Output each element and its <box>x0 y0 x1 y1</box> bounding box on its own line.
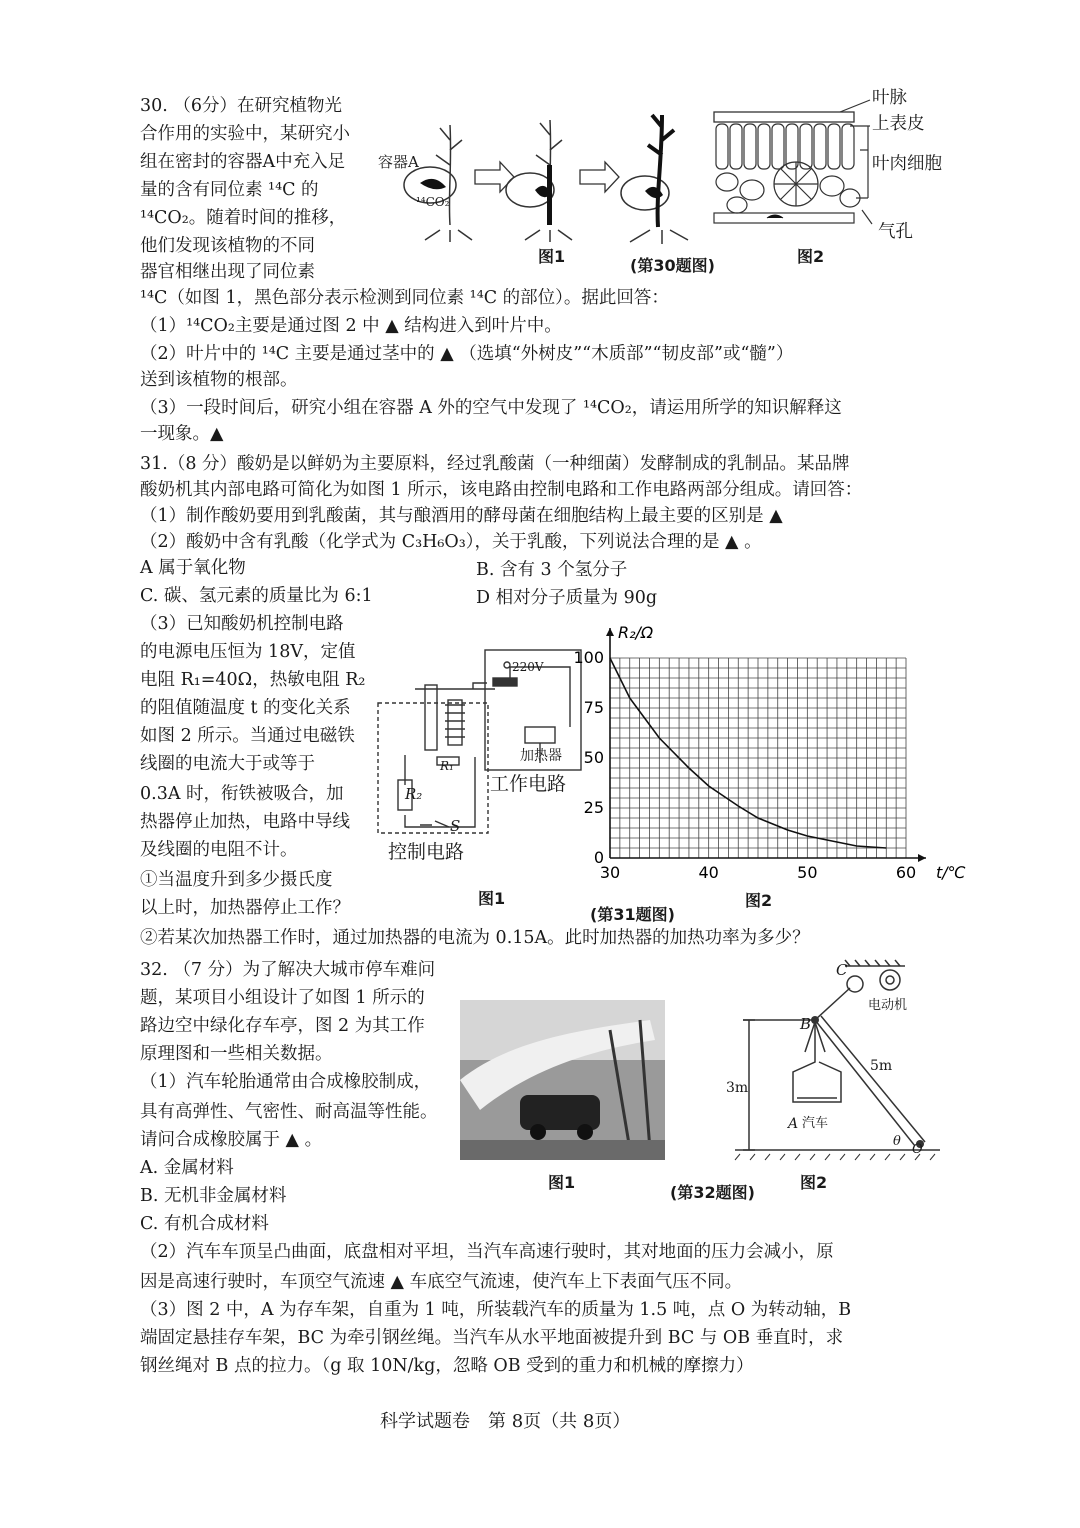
q31-sub3-q2: ②若某次加热器工作时，通过加热器的电流为 0.15A。此时加热器的加热功率为多少？ <box>140 928 810 948</box>
work-circuit-label: 工作电路 <box>490 773 567 795</box>
q30-caption: (第30题图) <box>630 256 715 275</box>
x-axis-arrow <box>918 854 926 862</box>
q31-line2: 酸奶机其内部电路可简化为如图 1 所示，该电路由控制电路和工作电路两部分组成。请回答： <box>140 480 863 500</box>
heater-label: 加热器 <box>520 748 562 764</box>
q30-line: 30. （6分）在研究植物光 <box>140 96 343 116</box>
q31-line1: 31.（8 分）酸奶是以鲜奶为主要原料，经过乳酸菌（一种细菌）发酵制成的乳制品。某品牌 <box>140 454 850 474</box>
x-tick-label: 40 <box>698 863 719 882</box>
q32-line: 32. （7 分）为了解决大城市停车难问 <box>140 960 436 980</box>
r2-label: R₂ <box>405 785 423 803</box>
q32-sub3c: 钢丝绳对 B 点的拉力。（g 取 10N/kg，忽略 OB 受到的重力和机械的摩擦力） <box>140 1356 754 1376</box>
arrow-2 <box>580 162 619 192</box>
q32-sub3b: 端固定悬挂存车架，BC 为牵引钢丝绳。当汽车从水平地面被提升到 BC 与 OB 垂直时，求 <box>140 1328 844 1348</box>
y-tick-label: 75 <box>583 698 604 717</box>
control-circuit-label: 控制电路 <box>388 841 465 863</box>
q32-sub2a: （2）汽车车顶呈凸曲面，底盘相对平坦，当汽车高速行驶时，其对地面的压力会减小，原 <box>140 1242 834 1262</box>
q31-fig1-label: 图1 <box>478 889 506 908</box>
q30-line: 他们发现该植物的不同 <box>140 236 315 256</box>
switch-label: S <box>450 817 461 835</box>
q32-line: 题，某项目小组设计了如图 1 所示的 <box>140 988 425 1008</box>
q31-sub3-line: 如图 2 所示。当通过电磁铁 <box>140 726 355 746</box>
q31-sub2: （2）酸奶中含有乳酸（化学式为 C₃H₆O₃），关于乳酸，下列说法合理的是 ▲ 。 <box>140 532 762 552</box>
q32-line: 具有高弹性、气密性、耐高温等性能。 <box>140 1102 438 1122</box>
y-tick-label: 100 <box>573 648 604 667</box>
x-tick-label: 60 <box>895 863 917 882</box>
q31-sub3-line: 线圈的电流大于或等于 <box>140 754 315 774</box>
plant-2-dark-stem <box>547 165 552 225</box>
height-label: 3m <box>726 1080 749 1096</box>
q31-option-c: C. 碳、氢元素的质量比为 6:1 <box>140 586 373 606</box>
q30-line: 量的含有同位素 ¹⁴C 的 <box>140 180 319 200</box>
y-axis-arrow <box>606 628 614 636</box>
stomata-label: 气孔 <box>878 222 913 242</box>
q31-option-d: D 相对分子质量为 90g <box>476 588 658 608</box>
container-a-label: 容器A <box>378 153 419 171</box>
q32-fig1-label: 图1 <box>548 1173 576 1192</box>
q30-fig1-label: 图1 <box>538 247 566 266</box>
q30-sub3: （3）一段时间后，研究小组在容器 A 外的空气中发现了 ¹⁴CO₂，请运用所学的知识解释这 <box>140 398 842 418</box>
plant-figure <box>400 105 710 245</box>
q32-option: C. 有机合成材料 <box>140 1214 269 1234</box>
theta-label: θ <box>893 1134 901 1149</box>
q30-fig2-label: 图2 <box>797 247 825 266</box>
q32-option: B. 无机非金属材料 <box>140 1186 287 1206</box>
x-axis-label: t/℃ <box>936 863 966 882</box>
x-tick-label: 50 <box>797 863 818 882</box>
page-footer: 科学试题卷 第 8页（共 8页） <box>380 1411 631 1432</box>
q30-sub2: （2）叶片中的 ¹⁴C 主要是通过茎中的 ▲ （选填“外树皮”“木质部”“韧皮部”或“髓”） <box>140 344 794 364</box>
plant-2 <box>506 120 572 242</box>
q30-sub1: （1）¹⁴CO₂主要是通过图 2 中 ▲ 结构进入到叶片中。 <box>140 316 562 336</box>
q32-caption: (第32题图) <box>670 1183 755 1202</box>
q31-sub3-line: 以上时，加热器停止工作？ <box>140 898 350 918</box>
q31-sub3-line: 热器停止加热，电路中导线 <box>140 812 350 832</box>
q32-option: A. 金属材料 <box>140 1158 234 1178</box>
q32-sub3a: （3）图 2 中，A 为存车架，自重为 1 吨，所装载汽车的质量为 1.5 吨，点 O 为转动轴，B <box>140 1300 852 1320</box>
q31-sub1: （1）制作酸奶要用到乳酸菌，其与酿酒用的酵母菌在细胞结构上最主要的区别是 ▲ <box>140 506 783 526</box>
y-tick-label: 25 <box>583 798 604 817</box>
r1-label: R₁ <box>440 759 454 773</box>
plant-3 <box>621 176 688 244</box>
q32-fig2-label: 图2 <box>800 1173 828 1192</box>
vein-label: 叶脉 <box>872 88 907 108</box>
x-tick-label: 30 <box>599 863 621 882</box>
q30-line: 组在密封的容器A中充入足 <box>140 152 346 172</box>
y-tick-label: 50 <box>583 748 604 767</box>
plant-3-dark <box>648 115 674 227</box>
q31-sub3-line: 及线圈的电阻不计。 <box>140 840 298 860</box>
q32-sub2b: 因是高速行驶时，车顶空气流速 ▲ 车底空气流速，使汽车上下表面气压不同。 <box>140 1272 743 1292</box>
car-label: 汽车 <box>802 1116 829 1131</box>
co2-label: ¹⁴CO₂ <box>416 195 450 209</box>
point-b-label: B <box>800 1015 812 1033</box>
q31-sub3-line: 0.3A 时，衔铁被吸合，加 <box>140 784 344 804</box>
r2-temperature-chart <box>570 600 966 890</box>
q32-line: 原理图和一些相关数据。 <box>140 1044 333 1064</box>
q31-sub3-line: （3）已知酸奶机控制电路 <box>140 614 344 634</box>
q30-sub2b: 送到该植物的根部。 <box>140 370 298 390</box>
voltage-label: 220V <box>512 660 544 674</box>
q31-sub3-line: 的电源电压恒为 18V，定值 <box>140 642 356 662</box>
q31-sub3-line: 的阻值随温度 t 的变化关系 <box>140 698 351 718</box>
q31-fig2-label: 图2 <box>745 891 773 910</box>
q31-caption: (第31题图) <box>590 905 675 924</box>
parking-photo <box>460 1000 665 1160</box>
length-label: 5m <box>870 1058 893 1074</box>
rack-a-label: A <box>788 1116 799 1132</box>
q31-option-b: B. 含有 3 个氢分子 <box>476 560 628 580</box>
point-c-label: C <box>836 961 848 979</box>
q30-line: ¹⁴CO₂。随着时间的推移， <box>140 208 347 228</box>
y-tick-label: 0 <box>593 848 604 867</box>
arrow-1 <box>475 162 514 192</box>
q32-line: （1）汽车轮胎通常由合成橡胶制成， <box>140 1072 432 1092</box>
q31-sub3-line: 电阻 R₁=40Ω，热敏电阻 R₂ <box>140 670 366 690</box>
motor-label: 电动机 <box>868 998 908 1013</box>
q31-sub3-line: ①当温度升到多少摄氏度 <box>140 870 333 890</box>
q31-option-a: A 属于氧化物 <box>140 558 246 578</box>
epidermis-label: 上表皮 <box>872 114 925 134</box>
q30-line: 合作用的实验中，某研究小 <box>140 124 350 144</box>
q32-line: 路边空中绿化存车亭，图 2 为其工作 <box>140 1016 425 1036</box>
mesophyll-label: 叶肉细胞 <box>872 154 942 174</box>
q30-sub3b: 一现象。▲ <box>140 424 224 444</box>
q30-line8: ¹⁴C（如图 1，黑色部分表示检测到同位素 ¹⁴C 的部位）。据此回答： <box>140 288 669 308</box>
pivot-o-label: O <box>912 1142 923 1157</box>
q30-line: 器官相继出现了同位素 <box>140 262 315 282</box>
q32-line: 请问合成橡胶属于 ▲ 。 <box>140 1130 323 1150</box>
mechanism-diagram <box>735 958 950 1158</box>
y-axis-label: R₂/Ω <box>618 623 654 642</box>
